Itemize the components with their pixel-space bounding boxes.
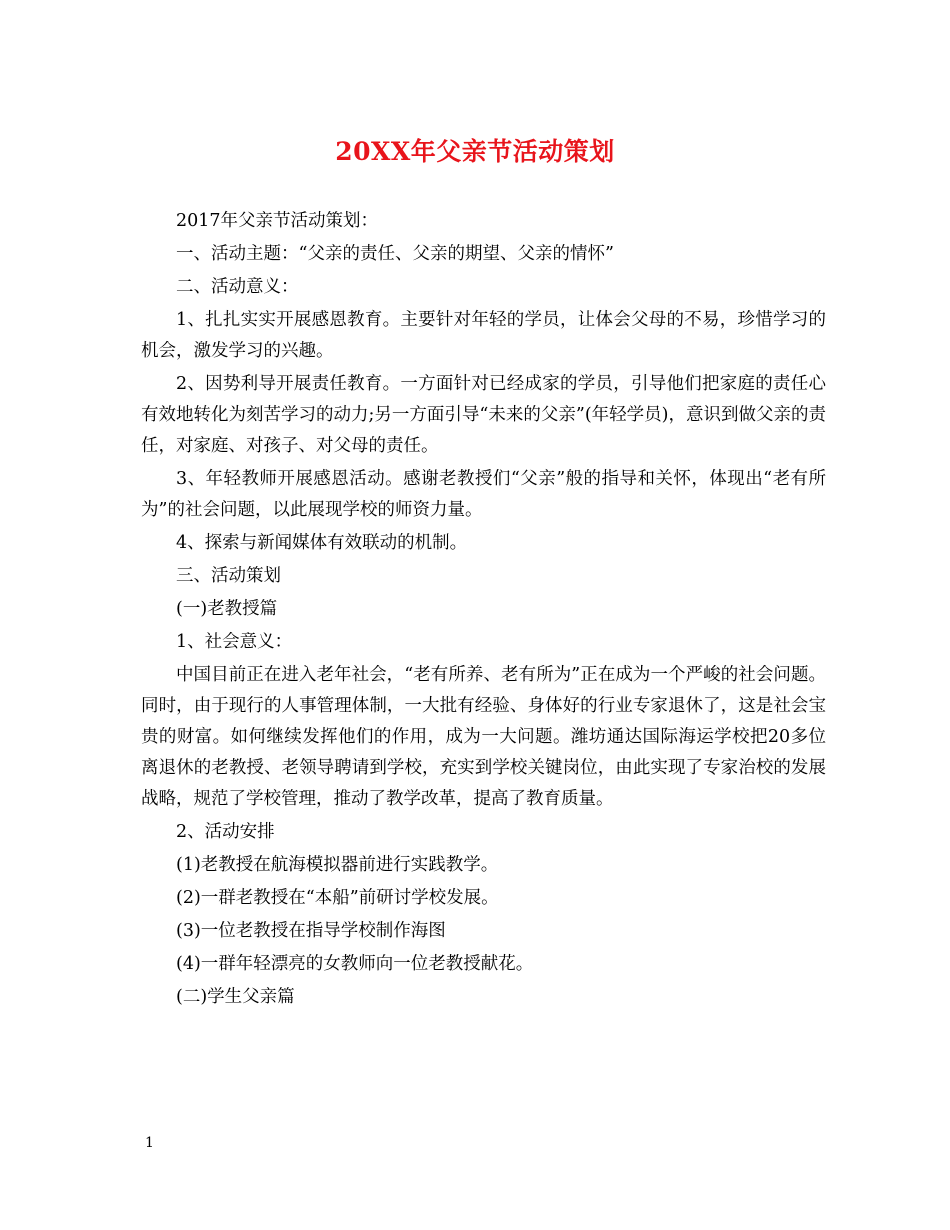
paragraph: 二、活动意义：	[176, 277, 299, 297]
document-body	[141, 206, 826, 1015]
paragraph: 3、年轻教师开展感恩活动。感谢老教授们“父亲”般的指导和关怀，体现出“老有所为”的社会问题，以此展现学校的师资力量。	[141, 469, 826, 520]
paragraph: 中国目前正在进入老年社会，“老有所养、老有所为”正在成为一个严峻的社会问题。同时，由于现行的人事管理体制，一大批有经验、身体好的行业专家退休了，这是社会宝贵的财富。如何继续发挥他们的作用，成为一大问题。潍坊通达国际海运学校把20多位离退休的老教授、老领导聘请到学校，充实到学校关键岗位，由此实现了专家治校的发展战略，规范了学校管理，推动了教学改革，提高了教育质量。	[141, 665, 826, 809]
paragraph: 2017年父亲节活动策划：	[176, 211, 379, 231]
paragraph: (3)一位老教授在指导学校制作海图	[176, 921, 446, 941]
paragraph: (4)一群年轻漂亮的女教师向一位老教授献花。	[176, 954, 534, 974]
paragraph: 1、扎扎实实开展感恩教育。主要针对年轻的学员，让体会父母的不易，珍惜学习的机会，激发学习的兴趣。	[141, 310, 826, 361]
paragraph: (1)老教授在航海模拟器前进行实践教学。	[176, 855, 499, 875]
paragraph: 2、因势利导开展责任教育。一方面针对已经成家的学员，引导他们把家庭的责任心有效地转化为刻苦学习的动力;另一方面引导“未来的父亲”(年轻学员)，意识到做父亲的责任，对家庭、对孩子、对父母的责任。	[141, 374, 826, 456]
paragraph: (2)一群老教授在“本船”前研讨学校发展。	[176, 888, 499, 908]
paragraph: (一)老教授篇	[176, 599, 278, 619]
page-number: 1	[145, 1135, 154, 1151]
paragraph: 三、活动策划	[176, 566, 281, 586]
paragraph: 2、活动安排	[176, 822, 275, 842]
paragraph: 1、社会意义：	[176, 632, 293, 652]
document-title: 20XX年父亲节活动策划	[335, 137, 615, 166]
paragraph: 一、活动主题：“父亲的责任、父亲的期望、父亲的情怀”	[176, 244, 614, 264]
paragraph: (二)学生父亲篇	[176, 987, 295, 1007]
paragraph: 4、探索与新闻媒体有效联动的机制。	[176, 533, 468, 553]
